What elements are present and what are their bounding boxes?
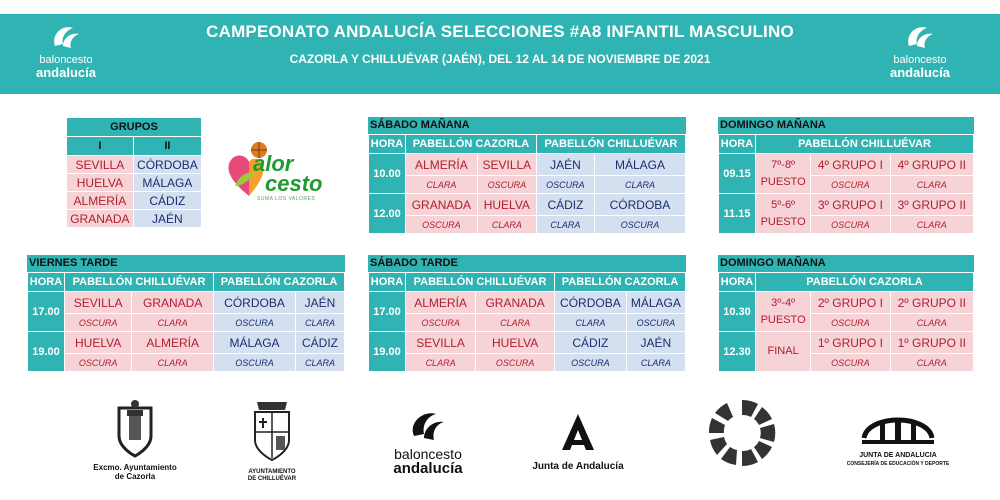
kit-label: OSCURA (627, 314, 685, 331)
block-title: DOMINGO MAÑANA (718, 117, 974, 134)
cazorla-caption-1: Excmo. Ayuntamiento (93, 463, 177, 472)
coat-of-arms-icon (249, 400, 295, 464)
group-team: ALMERÍA (67, 192, 133, 209)
group-team: CÓRDOBA (134, 156, 201, 173)
hora-header: HORA (28, 273, 64, 291)
valorcesto-logo (225, 140, 350, 210)
logo-line2: andalucía (36, 65, 96, 80)
junta-caption: Junta de Andalucía (532, 461, 624, 472)
kit-label: OSCURA (65, 314, 131, 331)
kit-label: CLARA (476, 314, 554, 331)
page-subtitle: CAZORLA Y CHILLUÉVAR (JAÉN), DEL 12 AL 14 DE NOVIEMBRE DE 2021 (289, 52, 711, 66)
sabado-tarde-block (368, 255, 686, 372)
valorcesto-wordmark: alor cesto (253, 151, 323, 196)
team-name: SEVILLA (478, 154, 536, 175)
team-name: ALMERÍA (406, 154, 477, 175)
match-time: 17.00 (369, 292, 405, 331)
match-time: 12.30 (719, 332, 755, 371)
match-time: 10.00 (369, 154, 405, 193)
group-team: GRANADA (67, 210, 133, 227)
team-name: GRANADA (406, 194, 477, 215)
kit-label: OSCURA (65, 354, 131, 371)
match-time: 17.00 (28, 292, 64, 331)
logo-line2: andalucía (890, 65, 950, 80)
team-name: MÁLAGA (595, 154, 685, 175)
group-team: CÁDIZ (134, 192, 201, 209)
sdg-wheel-logo (702, 398, 782, 473)
kit-label: OSCURA (406, 314, 475, 331)
kit-label: CLARA (555, 314, 626, 331)
kit-label: CLARA (406, 176, 477, 193)
domingo-manana-chilluevar-block (718, 117, 974, 234)
group-i-header: I (67, 137, 133, 155)
match-time: 09.15 (719, 154, 755, 193)
kit-label: OSCURA (214, 354, 295, 371)
match-time: 11.15 (719, 194, 755, 233)
kit-label: CLARA (627, 354, 685, 371)
kit-label: CLARA (891, 354, 973, 371)
kit-label: CLARA (478, 216, 536, 233)
kit-label: CLARA (891, 216, 973, 233)
basketball-swirl-icon (903, 22, 937, 52)
team-name: 2º GRUPO I (811, 292, 889, 313)
team-name: 3º GRUPO I (811, 194, 889, 215)
kit-label: OSCURA (811, 216, 889, 233)
basketball-swirl-icon (408, 408, 448, 442)
block-title: VIERNES TARDE (27, 255, 345, 272)
sabado-manana-block (368, 117, 686, 234)
match-time: 12.00 (369, 194, 405, 233)
group-ii-header: II (134, 137, 201, 155)
venue-header: PABELLÓN CAZORLA (756, 273, 973, 291)
venue-header: PABELLÓN CHILLUÉVAR (406, 273, 554, 291)
team-name: 4º GRUPO I (811, 154, 889, 175)
block-title: SÁBADO TARDE (368, 255, 686, 272)
team-name: 3º GRUPO II (891, 194, 973, 215)
team-name: GRANADA (476, 292, 554, 313)
cazorla-council-logo (90, 400, 180, 481)
team-name: CÓRDOBA (555, 292, 626, 313)
placement-label: 5º-6º PUESTO (756, 194, 810, 233)
team-name: MÁLAGA (627, 292, 685, 313)
chilluevar-caption-1: AYUNTAMIENTO (248, 469, 296, 475)
hora-header: HORA (719, 135, 755, 153)
kit-label: OSCURA (406, 216, 477, 233)
kit-label: OSCURA (811, 314, 889, 331)
kit-label: CLARA (296, 314, 344, 331)
team-name: JAÉN (627, 332, 685, 353)
placement-label: 7º-8º PUESTO (756, 154, 810, 193)
logo-line1: baloncesto (39, 54, 93, 66)
team-name: ALMERÍA (132, 332, 213, 353)
kit-label: CLARA (891, 176, 973, 193)
chilluevar-caption-2: DE CHILLUÉVAR (247, 476, 297, 482)
team-name: CÁDIZ (296, 332, 344, 353)
venue-header: PABELLÓN CAZORLA (406, 135, 536, 153)
team-name: MÁLAGA (214, 332, 295, 353)
groups-title: GRUPOS (67, 118, 201, 136)
junta-education-logo (838, 404, 958, 469)
viernes-tarde-block (27, 255, 345, 372)
logo-line1: baloncesto (893, 54, 947, 66)
baloncesto-andalucia-logo-right (880, 22, 960, 86)
basketball-swirl-icon (49, 22, 83, 52)
team-name: GRANADA (132, 292, 213, 313)
hora-header: HORA (369, 135, 405, 153)
hora-header: HORA (369, 273, 405, 291)
baloncesto-andalucia-logo (26, 22, 106, 86)
fab-line1: baloncesto (394, 446, 462, 462)
team-name: JAÉN (537, 154, 594, 175)
kit-label: OSCURA (811, 354, 889, 371)
team-name: SEVILLA (406, 332, 475, 353)
page-title: CAMPEONATO ANDALUCÍA SELECCIONES #A8 INFANTIL MASCULINO (206, 22, 794, 41)
kit-label: CLARA (891, 314, 973, 331)
venue-header: PABELLÓN CHILLUÉVAR (537, 135, 685, 153)
block-title: SÁBADO MAÑANA (368, 117, 686, 134)
groups-table (66, 117, 202, 228)
match-time: 19.00 (369, 332, 405, 371)
kit-label: CLARA (296, 354, 344, 371)
fab-line2: andalucía (393, 460, 463, 477)
team-name: CÁDIZ (555, 332, 626, 353)
kit-label: CLARA (406, 354, 475, 371)
venue-header: PABELLÓN CHILLUÉVAR (65, 273, 213, 291)
kit-label: OSCURA (214, 314, 295, 331)
placement-label: FINAL (756, 332, 810, 371)
team-name: 1º GRUPO II (891, 332, 973, 353)
kit-label: OSCURA (811, 176, 889, 193)
team-name: 2º GRUPO II (891, 292, 973, 313)
team-name: CÓRDOBA (595, 194, 685, 215)
header-banner (0, 14, 1000, 94)
kit-label: OSCURA (555, 354, 626, 371)
team-name: CÁDIZ (537, 194, 594, 215)
valorcesto-tagline: SUMA LOS VALORES (257, 196, 316, 202)
cazorla-caption-2: de Cazorla (114, 472, 156, 481)
fab-logo (378, 408, 478, 476)
chilluevar-council-logo (232, 400, 312, 483)
team-name: HUELVA (476, 332, 554, 353)
placement-label: 3º-4º PUESTO (756, 292, 810, 331)
sdg-wheel-icon (707, 398, 777, 468)
team-name: ALMERÍA (406, 292, 475, 313)
venue-header: PABELLÓN CAZORLA (555, 273, 685, 291)
junta-education-caption-1: JUNTA DE ANDALUCIA (859, 452, 937, 459)
group-team: MÁLAGA (134, 174, 201, 191)
group-team: JAÉN (134, 210, 201, 227)
match-time: 10.30 (719, 292, 755, 331)
junta-andalucia-logo (518, 412, 638, 472)
kit-label: CLARA (595, 176, 685, 193)
coat-of-arms-icon (115, 400, 155, 458)
kit-label: CLARA (537, 216, 594, 233)
team-name: CÓRDOBA (214, 292, 295, 313)
team-name: JAÉN (296, 292, 344, 313)
match-time: 19.00 (28, 332, 64, 371)
arch-columns-icon (858, 404, 938, 446)
kit-label: OSCURA (478, 176, 536, 193)
team-name: HUELVA (478, 194, 536, 215)
block-title: DOMINGO MAÑANA (718, 255, 974, 272)
team-name: SEVILLA (65, 292, 131, 313)
group-team: SEVILLA (67, 156, 133, 173)
team-name: 4º GRUPO II (891, 154, 973, 175)
domingo-manana-cazorla-block (718, 255, 974, 372)
venue-header: PABELLÓN CAZORLA (214, 273, 344, 291)
junta-education-caption-2: CONSEJERÍA DE EDUCACIÓN Y DEPORTE (846, 461, 950, 467)
kit-label: OSCURA (476, 354, 554, 371)
team-name: 1º GRUPO I (811, 332, 889, 353)
kit-label: OSCURA (595, 216, 685, 233)
kit-label: CLARA (132, 314, 213, 331)
hora-header: HORA (719, 273, 755, 291)
junta-a-icon (558, 412, 598, 452)
kit-label: CLARA (132, 354, 213, 371)
venue-header: PABELLÓN CHILLUÉVAR (756, 135, 973, 153)
kit-label: OSCURA (537, 176, 594, 193)
group-team: HUELVA (67, 174, 133, 191)
team-name: HUELVA (65, 332, 131, 353)
